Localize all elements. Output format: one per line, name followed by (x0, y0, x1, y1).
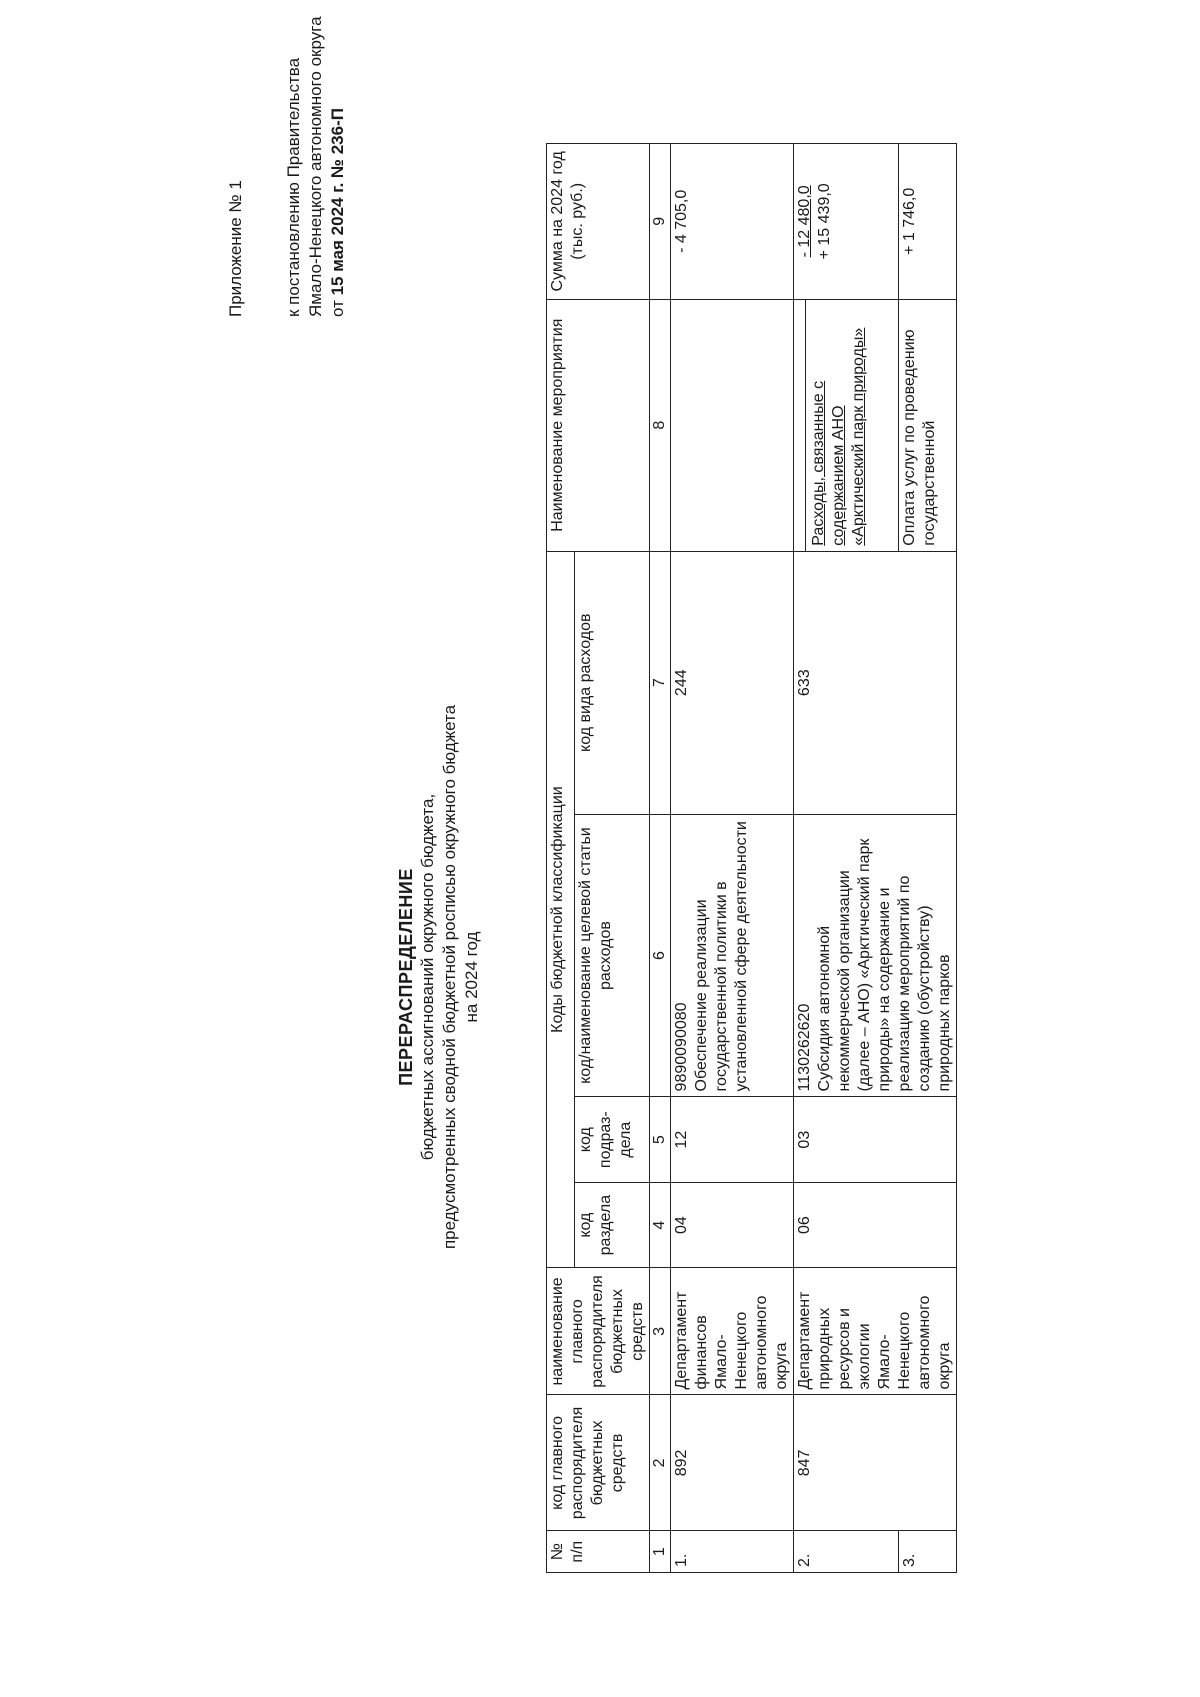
row-sum: - 4 705,0 (671, 144, 794, 300)
row-tsel-code: 1130262620 (796, 1003, 813, 1092)
document-subtitle-2: предусмотренных сводной бюджетной росписью окружного бюджета (440, 704, 459, 1250)
header-event: Наименование мероприятия (547, 299, 650, 551)
header-row-1 (547, 144, 575, 1573)
col-number: 2 (650, 1395, 671, 1531)
col-number: 9 (650, 144, 671, 300)
row-razdel: 04 (671, 1182, 794, 1267)
annex-label: Приложение № 1 (226, 180, 245, 317)
header-razdel: код раздела (574, 1182, 649, 1267)
document-title: ПЕРЕРАСПРЕДЕЛЕНИЕ (396, 868, 416, 1086)
annex-line-1: к постановлению Правительства (284, 57, 303, 317)
row-tsel-name: Обеспечение реализации государственной политики в установленной сфере деятельности (693, 821, 750, 1092)
row-event: Оплата услуг по проведению государственной (898, 299, 956, 551)
header-tsel: код/наименование целевой статьи расходов (574, 814, 649, 1097)
row-gr-code: 847 (794, 1395, 957, 1531)
header-classification-group: Коды бюджетной классификации (547, 551, 575, 1268)
row-podrazdel: 03 (794, 1097, 957, 1182)
document-subtitle-1: бюджетных ассигнований окружного бюджета, (418, 793, 437, 1161)
column-number-row (650, 144, 671, 1573)
row-event-divider (805, 300, 806, 551)
document-title-block (395, 427, 483, 1527)
row-sum (794, 144, 899, 300)
header-num: № п/п (547, 1531, 650, 1573)
row-sum-total: - 12 480,0 (796, 185, 813, 258)
table-row (794, 144, 899, 1573)
row-gr-name: Департамент финансов Ямало-Ненецкого автономного округа (671, 1268, 794, 1395)
row-tsel-code: 9890090080 (673, 1002, 690, 1092)
row-podrazdel: 12 (671, 1097, 794, 1182)
annex-date-bold: 15 мая 2024 г. № 236-П (328, 108, 347, 296)
row-gr-code: 892 (671, 1395, 794, 1531)
col-number: 4 (650, 1182, 671, 1267)
row-razdel: 06 (794, 1182, 957, 1267)
row-event-spacer (795, 305, 799, 546)
row-tsel (794, 814, 957, 1097)
row-event (671, 299, 794, 551)
row-sum: + 1 746,0 (898, 144, 956, 300)
row-tsel-name: Субсидия автономной некоммерческой организации (далее – АНО) «Арктический парк природы» на содержание и реализацию мероприятий по созданию (обустройству) природных парков (816, 838, 953, 1092)
row-gr-name: Департамент природных ресурсов и экологии Ямало-Ненецкого автономного округа (794, 1268, 957, 1395)
header-podrazdel: код подраз-дела (574, 1097, 649, 1182)
row-vid: 244 (671, 551, 794, 814)
col-number: 6 (650, 814, 671, 1097)
col-number: 3 (650, 1268, 671, 1395)
document-subtitle-3: на 2024 год (462, 931, 481, 1023)
redistribution-table (546, 143, 957, 1573)
row-tsel (671, 814, 794, 1097)
annex-line-2: Ямало-Ненецкого автономного округа (306, 16, 325, 317)
row-sum-a: + 15 439,0 (816, 183, 833, 260)
row-event-a: Расходы, связанные с содержанием АНО «Арктический парк природы» (810, 327, 867, 546)
row-num: 2. (794, 1531, 899, 1573)
header-vid: код вида расходов (574, 551, 649, 814)
row-event (794, 299, 899, 551)
header-gr-code: код главного распорядителя бюджетных средств (547, 1395, 650, 1531)
row-num: 1. (671, 1531, 794, 1573)
header-sum: Сумма на 2024 год (тыс. руб.) (547, 144, 650, 300)
row-num: 3. (898, 1531, 956, 1573)
table-row (671, 144, 794, 1573)
header-gr-name: наименование главного распорядителя бюджетных средств (547, 1268, 650, 1395)
annex-block (225, 17, 349, 317)
annex-date (327, 17, 349, 317)
col-number: 7 (650, 551, 671, 814)
col-number: 8 (650, 299, 671, 551)
annex-date-prefix: от (328, 295, 347, 317)
col-number: 5 (650, 1097, 671, 1182)
row-vid: 633 (794, 551, 957, 814)
col-number: 1 (650, 1531, 671, 1573)
